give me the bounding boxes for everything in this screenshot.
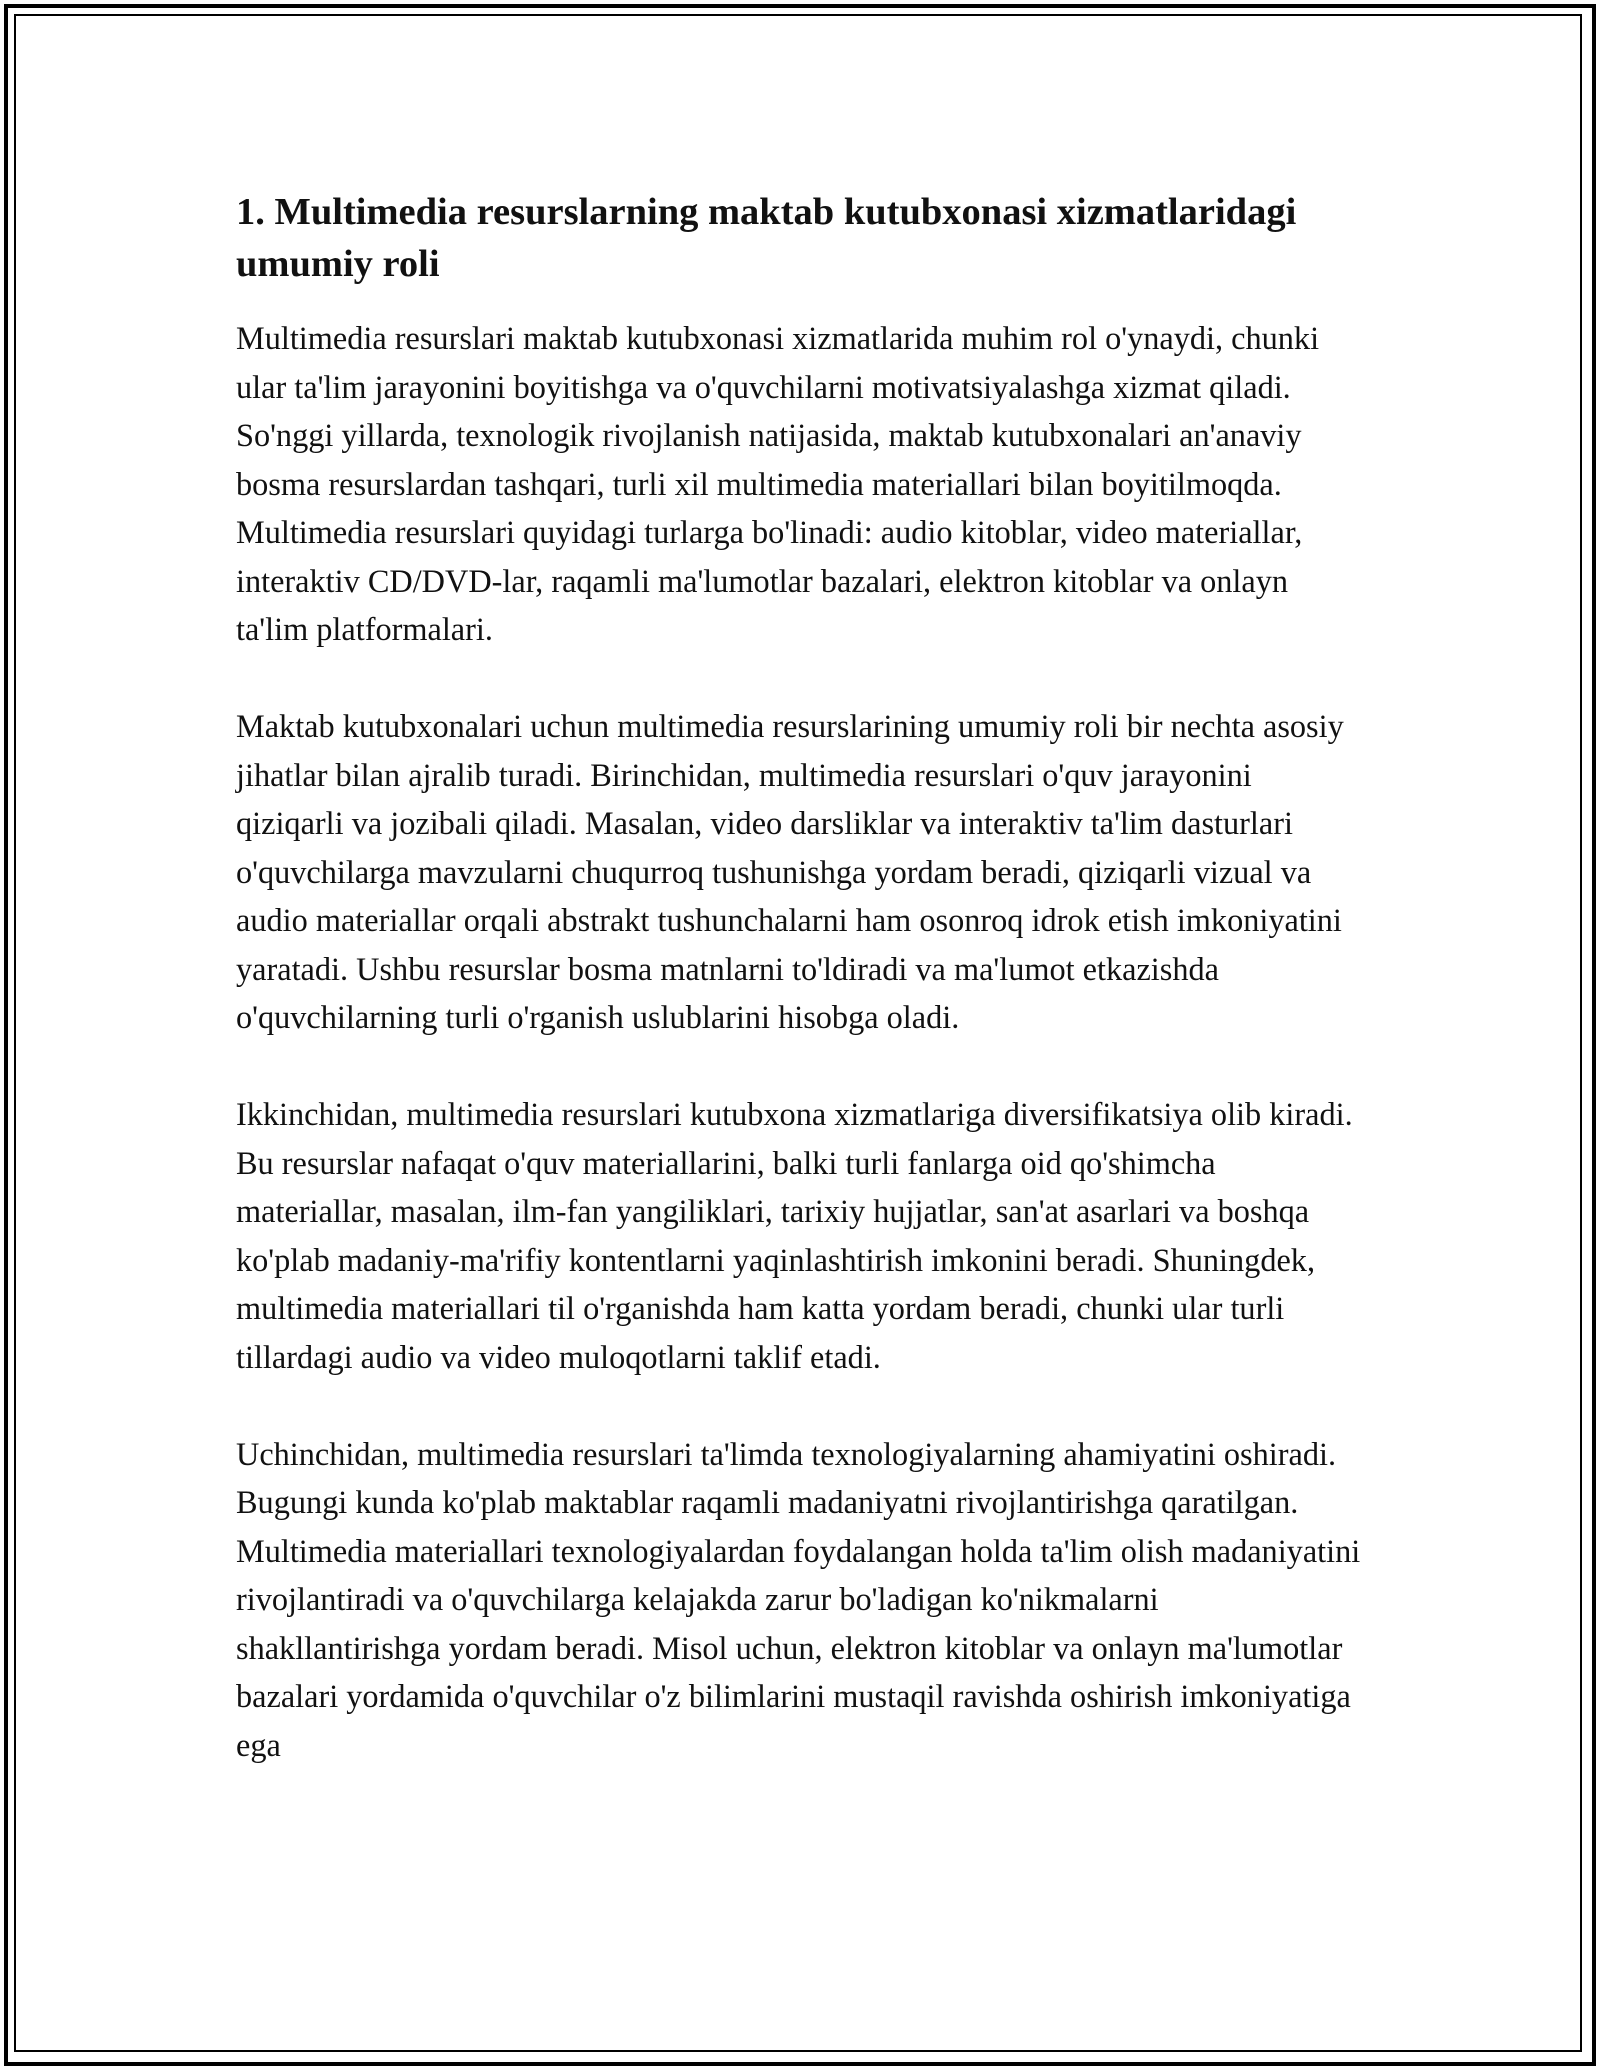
paragraph-3: Ikkinchidan, multimedia resurslari kutubxona xizmatlariga diversifikatsiya olib kiradi. Bu resurslar nafaqat o'quv materiallarini, balki turli fanlarga oid qo'shimcha materiallar, masalan, ilm-fan yangiliklari, tarixiy hujjatlar, san'at asarlari va boshqa ko'plab madaniy-ma'rifiy kontentlarni yaqinlashtirish imkonini beradi. Shuningdek, multimedia materiallari til o'rganishda ham katta yordam beradi, chunki ular turli tillardagi audio va video muloqotlarni taklif etadi. — [236, 1096, 1353, 1375]
paragraph-4: Uchinchidan, multimedia resurslari ta'limda texnologiyalarning ahamiyatini oshiradi. Bugungi kunda ko'plab maktablar raqamli madaniyatni rivojlantirishga qaratilgan. Multimedia materiallari texnologiyalardan foydalangan holda ta'lim olish madaniyatini rivojlantiradi va o'quvchilarga kelajakda zarur bo'ladigan ko'nikmalarni shakllantirishga yordam beradi. Misol uchun, elektron kitoblar va onlayn ma'lumotlar bazalari yordamida o'quvchilar o'z bilimlarini mustaqil ravishda oshirish imkoniyatiga ega — [236, 1435, 1361, 1763]
paragraph-1: Multimedia resurslari maktab kutubxonasi xizmatlarida muhim rol o'ynaydi, chunki ular ta'lim jarayonini boyitishga va o'quvchilarni motivatsiyalashga xizmat qiladi. So'nggi yillarda, texnologik rivojlanish natijasida, maktab kutubxonalari an'anaviy bosma resurslardan tashqari, turli xil multimedia materiallari bilan boyitilmoqda. Multimedia resurslari quyidagi turlarga bo'linadi: audio kitoblar, video materiallar, interaktiv CD/DVD-lar, raqamli ma'lumotlar bazalari, elektron kitoblar va onlayn ta'lim platformalari. — [236, 320, 1320, 647]
paragraph-2: Maktab kutubxonalari uchun multimedia resurslarining umumiy roli bir nechta asosiy jihatlar bilan ajralib turadi. Birinchidan, multimedia resurslari o'quv jarayonini qiziqarli va jozibali qiladi. Masalan, video darsliklar va interaktiv ta'lim dasturlari o'quvchilarga mavzularni chuqurroq tushunishga yordam beradi, qiziqarli vizual va audio materiallar orqali abstrakt tushunchalarni ham osonroq idrok etish imkoniyatini yaratadi. Ushbu resurslar bosma matnlarni to'ldiradi va ma'lumot etkazishda o'quvchilarning turli o'rganish uslublarini hisobga oladi. — [236, 708, 1344, 1035]
document-body — [236, 186, 1366, 1769]
section-heading: 1. Multimedia resurslarning maktab kutubxonasi xizmatlaridagi umumiy roli — [236, 191, 1297, 285]
